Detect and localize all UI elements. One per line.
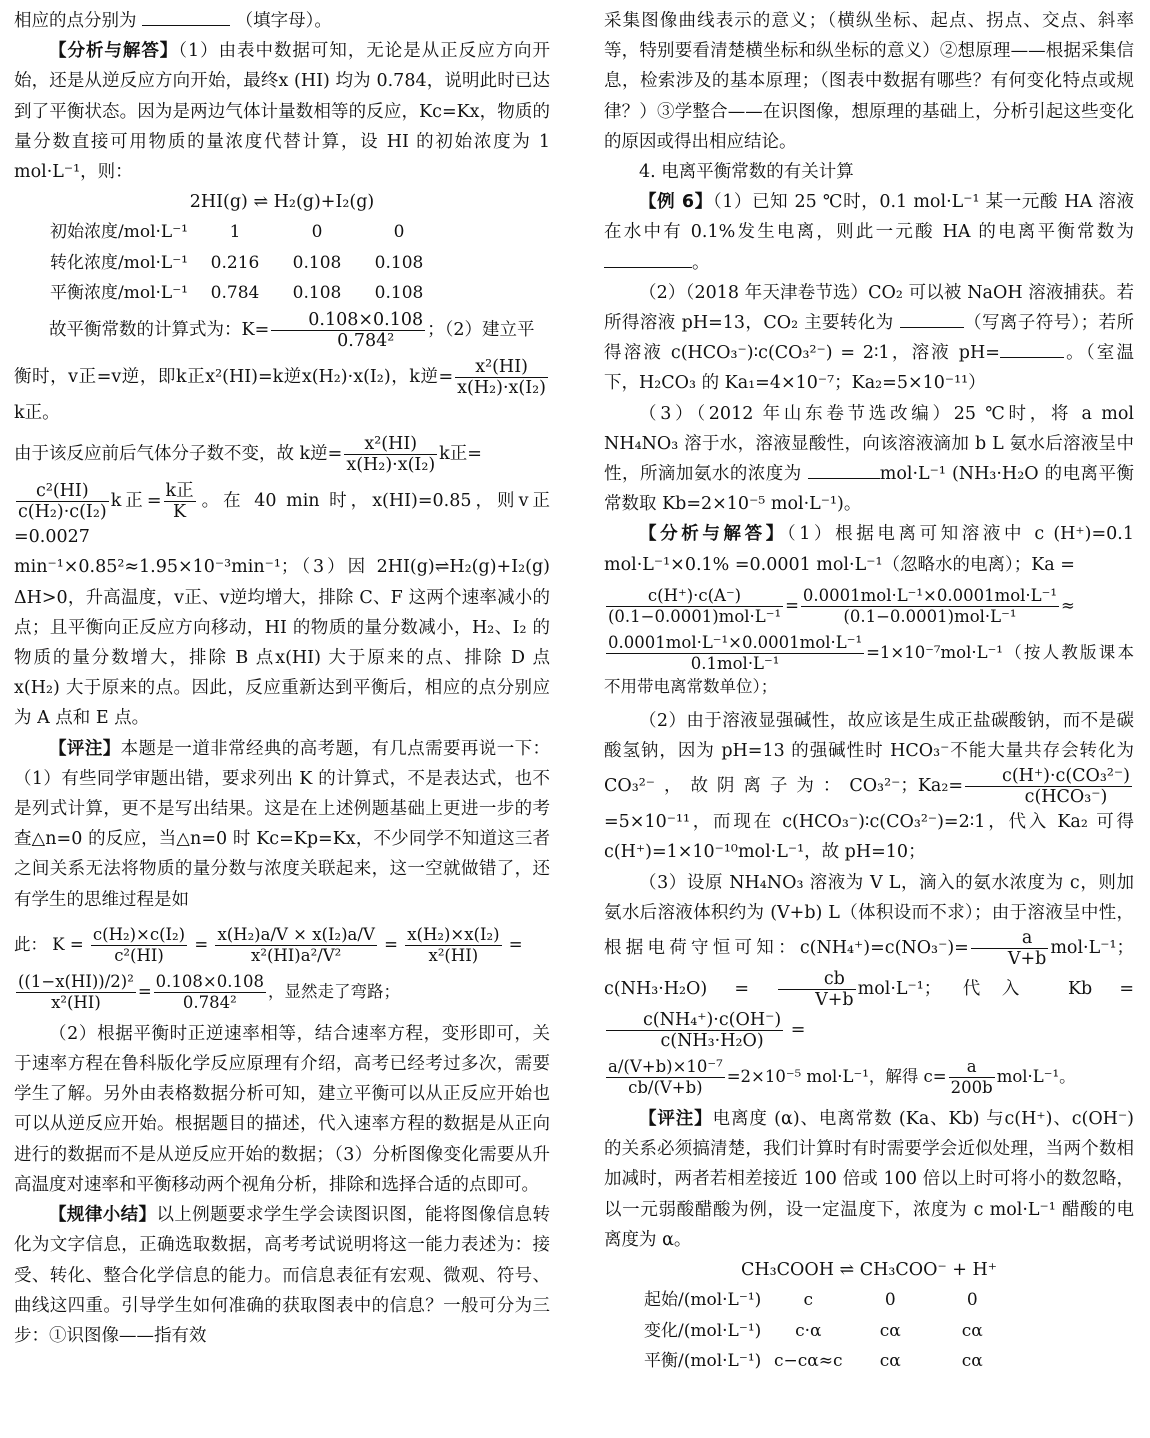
fraction: $\frac{\text{0.0001mol·L⁻¹×0.0001mol·L⁻¹}}{\text{(0.1−0.0001)mol·L⁻¹}}$ (802, 585, 1057, 626)
k-derivation-2: $\frac{\text{((1−x(HI))/2)²}}{\text{x²(HI)}}$ = $\frac{0.108\times 0.108}{\text{0.784²}}$ ，显然走了弯路； (18, 971, 400, 1012)
table-cell: cα (879, 1350, 901, 1371)
fraction: $\frac{0.108\times 0.108}{\text{0.784²}}$ (155, 971, 264, 1012)
concentration-table (50, 217, 446, 308)
table-cell: 1 (229, 222, 241, 243)
ionization-table (644, 1285, 1019, 1376)
table-cell: 0.108 (374, 282, 424, 303)
row-label: 变化/(mol·L⁻¹) (644, 1320, 762, 1341)
fraction: $\frac{\text{a/(V+b)×10⁻⁷}}{cb/(V+b)}$ (608, 1057, 723, 1098)
row-label: 初始浓度/mol·L⁻¹ (50, 222, 189, 243)
table-cell: 0.108 (374, 252, 424, 273)
row-label: 平衡浓度/mol·L⁻¹ (50, 282, 189, 303)
fraction: $\frac{\text{0.0001mol·L⁻¹×0.0001mol·L⁻¹}}{\text{0.1mol·L⁻¹}}$ (608, 632, 863, 673)
table-cell: 0 (393, 222, 405, 243)
k-expression: 故平衡常数的计算式为：K= $\frac{0.108\times 0.108}{\text{0.784²}}$ ；（2）建立平 (49, 310, 535, 352)
reaction-equation: 2HI(g) ⇌ H₂(g)+I₂(g) (189, 192, 375, 213)
row-label: 平衡/(mol·L⁻¹) (644, 1350, 762, 1371)
calc-paragraph: min⁻¹×0.85²≈1.95×10⁻³min⁻¹；（3）因 2HI(g)⇌H₂(g)+I₂(g) ΔH>0，升高温度，v正、v逆均增大，排除 C、F 这两个速率减小的点；且平衡向正反应方向移动，HI 的物质的量分数减小，H₂、I₂ 的物质的量分数增大，排除 B 点x(HI) 大于原来的点、排除 D 点 x(H₂) 大于原来的点。因此，反应重新达到平衡后，相应的点分别应为 A 点和 E 点。 (14, 557, 550, 729)
answer-heading: 【分析与解答】 (639, 524, 787, 545)
example-6-part-2: （2）（2018 年天津卷节选）CO₂ 可以被 NaOH 溶液捕获。若所得溶液 pH=13，CO₂ 主要转化为 （写离子符号）；若所得溶液 c(HCO₃⁻)∶c(CO₃²⁻) = 2∶1，溶液 pH= 。（室温下，H₂CO₃ 的 Ka₁=4×10⁻⁷；Ka₂=5×10⁻¹¹） (604, 282, 1135, 394)
table-cell: 0.216 (210, 252, 260, 273)
row-label: 起始/(mol·L⁻¹) (644, 1290, 762, 1311)
rate-paragraph-3: $\frac{\text{c²(HI)}}{\text{c(H₂)·c(I₂)}}$ k正= $\frac{\text{k正}}{K}$ 。在 40 min 时，x(HI)=0.85，则v正=0.0027 (14, 481, 550, 548)
table-cell: 0 (311, 222, 323, 243)
fraction: $\frac{\text{c(H₂)×c(I₂)}}{\text{c²(HI)}}$ (92, 924, 186, 965)
answer-blank (1000, 340, 1064, 359)
answer-paragraph-3: （3）设原 NH₄NO₃ 溶液为 V L，滴入的氨水浓度为 c，则加氨水后溶液体积约为 (V+b) L（体积设而不求）；由于溶液呈中性，根据电荷守恒可知：c(NH₄⁺)=c(NO₃⁻)= $\frac{a}{V+b}$ mol·L⁻¹；c(NH₃·H₂O) = $\frac{cb}{V+b}$ mol·L⁻¹；代入 Kb = $\frac{\text{c(NH₄⁺)·c(OH⁻)}}{\text{c(NH₃·H₂O)}}$ = (604, 872, 1134, 1052)
table-cell: c−cα≈c (774, 1350, 843, 1371)
fraction: $\frac{c(H^+)\cdot c(A^-)}{\text{(0.1−0.0001)mol·L⁻¹}}$ (608, 585, 782, 626)
question-tail: 相应的点分别为 （填字母）。 (14, 6, 550, 36)
rate-paragraph-1: 衡时，v正=v逆，即k正x²(HI)=k逆x(H₂)·x(I₂)，k逆= $\frac{\text{x²(HI)}}{\text{x(H₂)·x(I₂)}}$ k正。 (14, 357, 546, 424)
answer-paragraph-1: 【分析与解答】（1）根据电离可知溶液中 c (H⁺)=0.1 mol·L⁻¹×0.1% =0.0001 mol·L⁻¹（忽略水的电离）；Ka = (604, 524, 1134, 575)
paragraph-2: （2）根据平衡时正逆速率相等，结合速率方程，变形即可，关于速率方程在鲁科版化学反应原理有介绍，高考已经考过多次，需要学生了解。另外由表格数据分析可知，建立平衡可以从正反应开始也可以从逆反应开始。根据题目的描述，代入速率方程的数据是从正向进行的数据而不是从逆反应开始的数据；（3）分析图像变化需要从升高温度对速率和平衡移动两个视角分析，排除和选择合适的点即可。 (14, 1023, 550, 1195)
row-label: 转化浓度/mol·L⁻¹ (50, 252, 189, 273)
table-row (50, 217, 446, 247)
fraction: $\frac{a}{V+b}$ (971, 928, 1049, 969)
acetic-acid-equation: CH₃COOH ⇌ CH₃COO⁻ + H⁺ (740, 1260, 998, 1281)
table-cell: 0.784 (210, 282, 260, 303)
answer-blank (604, 249, 692, 268)
table-row (644, 1285, 1019, 1315)
table-cell: cα (961, 1320, 983, 1341)
table-row (50, 248, 446, 278)
table-cell: 0 (966, 1290, 978, 1311)
fraction: $\frac{cb}{V+b}$ (778, 969, 856, 1010)
table-cell: c·α (795, 1320, 822, 1341)
summary-paragraph: 【规律小结】以上例题要求学生学会读图识图，能将图像信息转化为文字信息，正确选取数据，高考考试说明将这一能力表述为：接受、转化、整合化学信息的能力。而信息表征有宏观、微观、符号、曲线这四重。引导学生如何准确的获取图表中的信息？一般可分为三步：①识图像——指有效 (14, 1205, 551, 1346)
k-fraction: $\frac{0.108\times 0.108}{\text{0.784²}}$ (271, 310, 425, 351)
example-6-part-1: 【例 6】（1）已知 25 ℃时，0.1 mol·L⁻¹ 某一元酸 HA 溶液在水中有 0.1%发生电离，则此一元酸 HA 的电离平衡常数为 。 (604, 192, 1134, 273)
table-cell: 0.108 (292, 252, 342, 273)
comment-paragraph-right: 【评注】电离度 (α)、电离常数 (Ka、Kb) 与c(H⁺)、c(OH⁻) 的关系必须搞清楚，我们计算时有时需要学会近似处理，当两个数相加减时，两者若相差接近 100 倍或 100 倍以上时可将小的数忽略，以一元弱酸醋酸为例，设一定温度下，浓度为 c mol·L⁻¹ 醋酸的电离度为 α。 (604, 1109, 1135, 1250)
answer-paragraph-2: （2）由于溶液显强碱性，故应该是生成正盐碳酸钠，而不是碳酸氢钠，因为 pH=13 的强碱性时 HCO₃⁻不能大量共存会转化为 CO₃²⁻，故阴离子为：CO₃²⁻；Ka₂= $\frac{\text{c(H⁺)·c(CO₃²⁻)}}{\text{c(HCO₃⁻)}}$ =5×10⁻¹¹，而现在 c(HCO₃⁻)∶c(CO₃²⁻)=2∶1，代入 Ka₂ 可得 c(H⁺)=1×10⁻¹⁰mol·L⁻¹，故 pH=10； (604, 710, 1134, 863)
example-6-part-3: （3）（2012 年山东卷节选改编）25 ℃时，将 a mol NH₄NO₃ 溶于水，溶液显酸性，向该溶液滴加 b L 氨水后溶液呈中性，所滴加氨水的浓度为 mol·L⁻¹ (NH₃·H₂O 的电离平衡常数取 Kb=2×10⁻⁵ mol·L⁻¹)。 (604, 403, 1134, 515)
ka-derivation-2: $\frac{\text{0.0001mol·L⁻¹×0.0001mol·L⁻¹}}{\text{0.1mol·L⁻¹}}$ =1×10⁻⁷mol·L⁻¹（按人教版课本不用带电离常数单位）； (604, 632, 1134, 696)
right-column (604, 6, 1134, 1376)
summary-continuation: 采集图像曲线表示的意义；（横纵坐标、起点、拐点、交点、斜率等，特别要看清楚横坐标和纵坐标的意义）②想原理——根据采集信息，检索涉及的基本原理；（图表中数据有哪些？有何变化特点或规律？）③学整合——在识图像，想原理的基础上，分析引起这些变化的原因或得出相应结论。 (604, 11, 1134, 152)
comment-paragraph: 【评注】本题是一道非常经典的高考题，有几点需要再说一下：（1）有些同学审题出错，要求列出 K 的计算式，不是表达式，也不是列式计算，更不是写出结果。这是在上述例题基础上更进一步的考查△n=0 的反应，当△n=0 时 Kc=Kp=Kx，不少同学不知道这三者之间关系无法将物质的量分数与浓度关联起来，这一空就做错了，还有学生的思维过程是如 (14, 738, 551, 910)
fraction: $\frac{\text{x(H₂)×x(I₂)}}{\text{x²(HI)}}$ (407, 924, 500, 965)
ka-derivation: $\frac{c(H^+)\cdot c(A^-)}{\text{(0.1−0.0001)mol·L⁻¹}}$ = $\frac{\text{0.0001mol·L⁻¹×0.0001mol·L⁻¹}}{\text{(0.1−0.0001)mol·L⁻¹}}$ ≈ (608, 585, 1075, 626)
kb-solution: $\frac{\text{a/(V+b)×10⁻⁷}}{cb/(V+b)}$ =2×10⁻⁵ mol·L⁻¹，解得 c= $\frac{a}{200b}$ mol·L⁻¹。 (608, 1057, 1076, 1098)
table-cell: cα (961, 1350, 983, 1371)
example-heading: 【例 6】 (639, 192, 713, 213)
fraction: $\frac{\text{x²(HI)}}{\text{x(H₂)·x(I₂)}}$ (346, 434, 436, 476)
fraction: $\frac{\text{k正}}{K}$ (165, 481, 194, 523)
fraction: $\frac{\text{c(NH₄⁺)·c(OH⁻)}}{\text{c(NH₃·H₂O)}}$ (606, 1010, 783, 1051)
rate-paragraph-2: 由于该反应前后气体分子数不变，故 k逆= $\frac{\text{x²(HI)}}{\text{x(H₂)·x(I₂)}}$ k正= (14, 434, 482, 476)
answer-blank (808, 461, 880, 480)
table-row (644, 1316, 1019, 1346)
left-column (14, 6, 550, 1351)
fraction: $\frac{\text{c(H⁺)·c(CO₃²⁻)}}{\text{c(HCO₃⁻)}}$ (965, 766, 1132, 807)
fraction: $\frac{\text{c²(HI)}}{\text{c(H₂)·c(I₂)}}$ (18, 481, 107, 523)
fraction: $\frac{a}{200b}$ (950, 1057, 993, 1098)
analysis-paragraph: 【分析与解答】（1）由表中数据可知，无论是从正反应方向开始，还是从逆反应方向开始，最终x (HI) 均为 0.784，说明此时已达到了平衡状态。因为是两边气体计量数相等的反应，Kc=Kx，物质的量分数直接可用物质的量浓度代替计算，设 HI 的初始浓度为 1 mol·L⁻¹，则： (14, 41, 551, 183)
analysis-heading: 【分析与解答】 (49, 41, 179, 62)
section-title: 4. 电离平衡常数的有关计算 (639, 162, 854, 183)
comment-heading: 【评注】 (49, 738, 121, 759)
fraction: $\frac{\text{((1−x(HI))/2)²}}{\text{x²(HI)}}$ (18, 971, 134, 1012)
table-cell: 0 (884, 1290, 896, 1311)
table-row (644, 1346, 1019, 1376)
comment-heading: 【评注】 (639, 1109, 713, 1130)
table-cell: cα (879, 1320, 901, 1341)
k-derivation: 此： K = $\frac{\text{c(H₂)×c(I₂)}}{\text{c²(HI)}}$ = $\frac{\text{x(H₂)a/V × x(I₂)a/V}}{\text{x²(HI)a²/V²}}$ = $\frac{\text{x(H₂)×x(I₂)}}{\text{x²(HI)}}$ = (14, 924, 523, 965)
table-row (50, 278, 446, 308)
table-cell: c (803, 1290, 814, 1311)
fraction: $\frac{\text{x²(HI)}}{\text{x(H₂)·x(I₂)}}$ (457, 357, 546, 399)
table-cell: 0.108 (292, 282, 342, 303)
answer-blank (142, 8, 230, 27)
summary-heading: 【规律小结】 (49, 1205, 157, 1226)
answer-blank (900, 310, 964, 329)
fraction: $\frac{\text{x(H₂)a/V × x(I₂)a/V}}{\text{x²(HI)a²/V²}}$ (217, 924, 375, 965)
